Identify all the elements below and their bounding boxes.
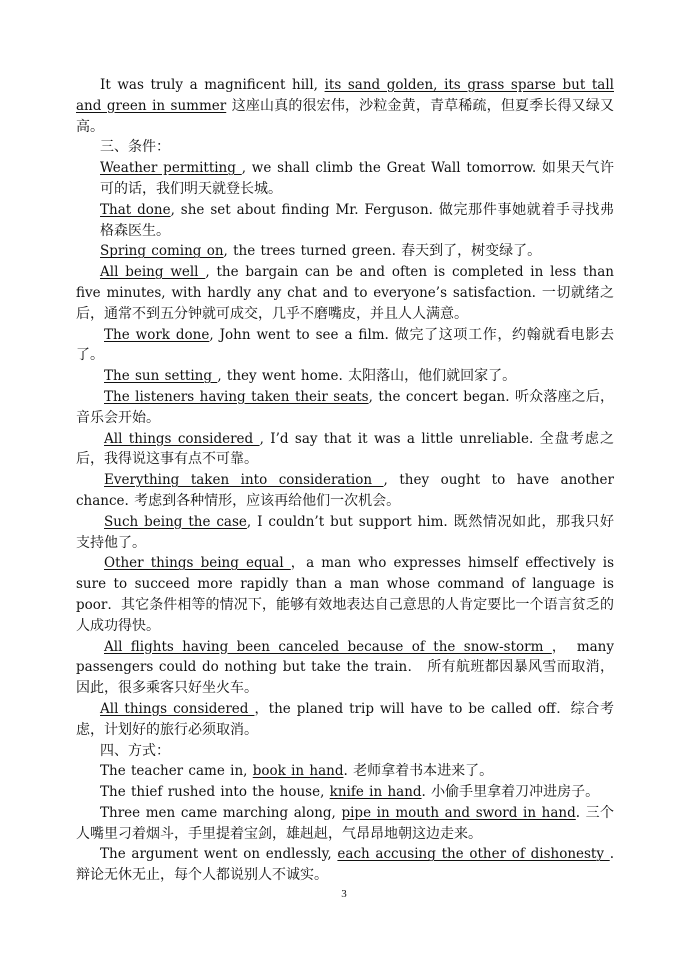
paragraph-work-done: [76, 325, 614, 367]
paragraph-planned-trip: [76, 699, 614, 741]
paragraph-teacher: [76, 761, 614, 782]
paragraph-all-flights: [76, 637, 614, 699]
section-heading-condition: 三、条件：: [100, 139, 170, 156]
text-zh: 一切就绪之后，通常不到五分钟就可成交，几乎不磨嘴皮，并且人人满意。: [76, 284, 615, 322]
text-en: The argument went on endlessly,: [100, 846, 338, 863]
paragraph-sun-setting: [76, 366, 614, 387]
text-en: .: [609, 846, 614, 863]
underlined-phrase: That done: [100, 201, 171, 218]
text-en: ，a man who expresses himself effectively is sure to succeed more rapidly than a man whose command of language is poor．: [76, 555, 614, 613]
underlined-phrase: Other things being equal: [104, 555, 291, 572]
text-zh: 如果天气许可的话，我们明天就登长城。: [100, 160, 614, 197]
text-zh: 做完那件事她就着手寻找弗格森医生。: [100, 201, 615, 239]
paragraph-spring: [76, 241, 614, 262]
text-en: The teacher came in,: [100, 763, 253, 780]
text-zh: 做完了这项工作，约翰就看电影去了。: [76, 326, 614, 364]
text-zh: 其它条件相等的情况下，能够有效地表达自己意思的人肯定要比一个语言贫乏的人成功得快。: [76, 596, 614, 634]
text-zh: 老师拿着书本进来了。: [353, 763, 494, 780]
underlined-phrase: All being well: [100, 264, 206, 281]
underlined-phrase: The work done: [104, 326, 210, 343]
text-zh: 三个人嘴里刁着烟斗，手里提着宝剑，雄赳赳，气昂昂地朝这边走来。: [76, 804, 615, 842]
underlined-phrase: knife in hand: [329, 784, 422, 801]
text-en: The thief rushed into the house,: [100, 784, 330, 801]
underlined-phrase: The sun setting: [104, 368, 218, 385]
underlined-phrase: All flights having been canceled because of the snow-storm: [104, 638, 552, 655]
text-zh: 考虑到各种情形，应该再给他们一次机会。: [134, 492, 401, 509]
underlined-phrase: All things considered: [100, 700, 255, 717]
text-en: , we shall climb the Great Wall tomorrow.: [241, 160, 542, 177]
text-en: , I couldn’t but support him.: [246, 513, 454, 530]
paragraph-three-men: [76, 803, 614, 845]
text-zh: 春天到了，树变绿了。: [401, 243, 542, 260]
underlined-phrase: each accusing the other of dishonesty: [337, 846, 610, 863]
text-en: It was truly a magnificent hill,: [100, 77, 325, 93]
underlined-phrase: its sand golden, its grass sparse but tall and green in summer: [76, 77, 614, 114]
text-en: .: [421, 784, 432, 801]
text-en: ， many passengers could do nothing but take the train．: [76, 638, 614, 676]
paragraph-other-things: [76, 553, 614, 636]
paragraph-hill: [76, 75, 614, 137]
underlined-phrase: The listeners having taken their seats: [104, 388, 369, 405]
text-en: Three men came marching along,: [100, 804, 342, 821]
paragraph-argument: [76, 844, 614, 886]
text-zh: 既然情况如此，那我只好支持他了。: [76, 513, 615, 551]
page-number: 3: [341, 888, 347, 900]
text-zh: 辩论无休无止，每个人都说别人不诚实。: [76, 867, 328, 884]
text-zh: 太阳落山，他们就回家了。: [348, 368, 517, 385]
paragraph-thief: [76, 782, 614, 803]
document-body: [76, 75, 614, 886]
paragraph-listeners: [76, 387, 614, 429]
text-en: , John went to see a film.: [209, 326, 395, 343]
text-en: ，the planed trip will have to be called off．: [254, 700, 571, 717]
paragraph-that-done: [76, 200, 614, 242]
underlined-phrase: Spring coming on: [100, 243, 224, 260]
paragraph-such-being: [76, 512, 614, 554]
text-zh: 全盘考虑之后，我得说这事有点不可靠。: [76, 430, 614, 468]
underlined-phrase: book in hand: [252, 763, 344, 780]
underlined-phrase: Weather permitting: [100, 160, 242, 177]
underlined-phrase: pipe in mouth and sword in hand: [341, 804, 576, 821]
text-en: , she set about finding Mr. Ferguson.: [170, 201, 439, 218]
paragraph-all-being-well: [76, 262, 614, 324]
paragraph-everything-taken: [76, 470, 614, 512]
text-en: .: [575, 804, 586, 821]
underlined-phrase: Everything taken into consideration: [104, 472, 384, 489]
paragraph-all-things-considered: [76, 429, 614, 471]
text-zh: 综合考虑，计划好的旅行必须取消。: [76, 700, 614, 738]
text-en: .: [343, 763, 354, 780]
text-en: , the concert began.: [368, 388, 515, 405]
text-zh: 这座山真的很宏伟，沙粒金黄，青草稀疏，但夏季长得又绿又高。: [76, 97, 615, 135]
text-zh: 所有航班都因暴风雪而取消，因此，很多乘客只好坐火车。: [76, 659, 614, 697]
text-en: , the bargain can be and often is completed in less than five minutes, with hardly any chat and to everyone’s satisfaction.: [76, 264, 614, 301]
underlined-phrase: Such being the case: [104, 513, 247, 530]
text-zh: 听众落座之后，音乐会开始。: [76, 388, 615, 426]
text-en: , the trees turned green.: [223, 243, 402, 260]
section-heading-manner: 四、方式：: [100, 742, 170, 759]
text-zh: 小偷手里拿着刀冲进房子。: [431, 784, 600, 801]
text-en: , they went home.: [217, 368, 349, 385]
text-en: , I’d say that it was a little unreliable.: [259, 430, 540, 447]
underlined-phrase: All things considered: [104, 430, 260, 447]
text-en: , they ought to have another chance.: [76, 472, 614, 509]
paragraph-weather: [76, 158, 614, 200]
